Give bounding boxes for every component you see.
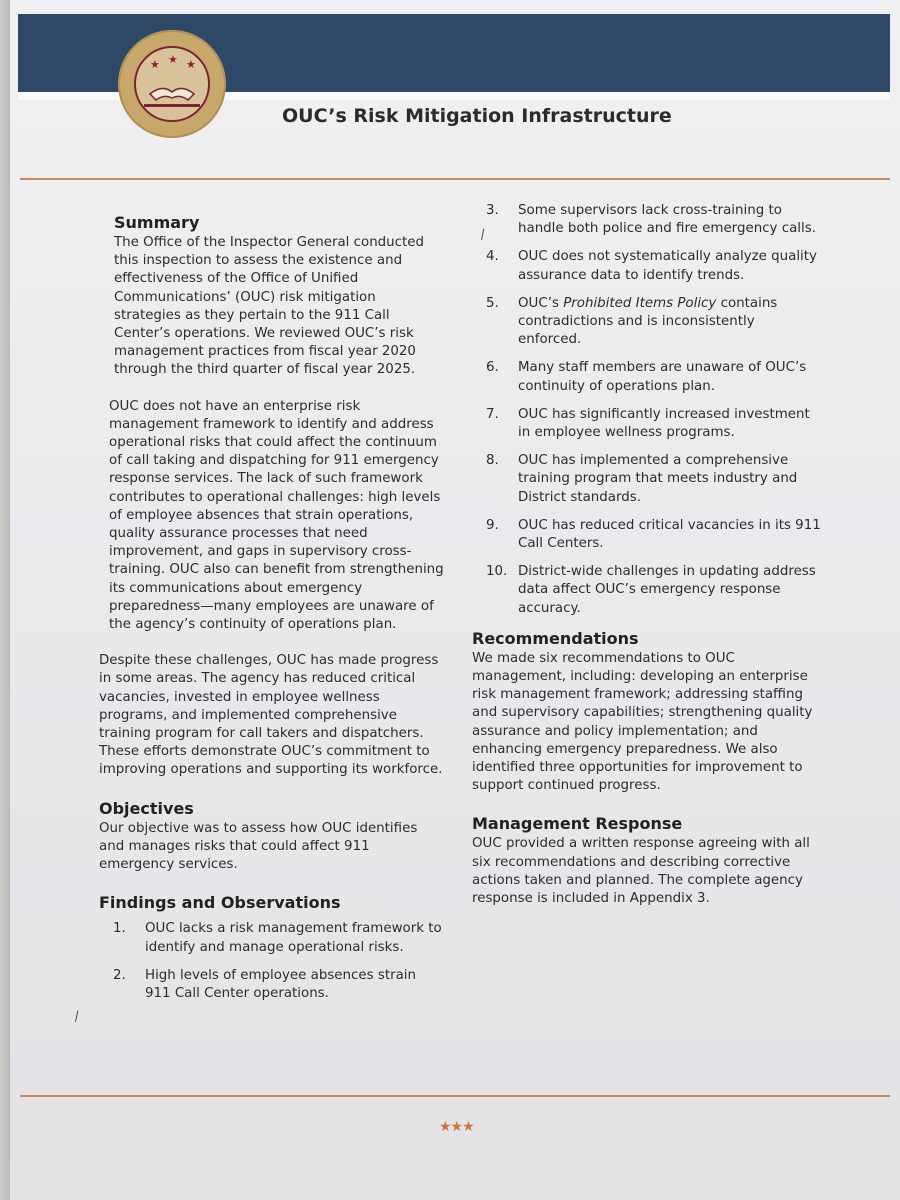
finding-item xyxy=(472,359,822,395)
header-divider xyxy=(20,178,890,180)
finding-number: 7. xyxy=(486,406,499,422)
pen-mark: ⁄ xyxy=(479,228,487,243)
finding-item xyxy=(99,920,444,956)
finding-item xyxy=(472,452,822,507)
seal-star-icon: ★ xyxy=(150,58,160,71)
summary-paragraph: The Office of the Inspector General conducted this inspection to assess the existence and effectiveness of the Office of Unified Communications’ (OUC) risk mitigation strategies as they pertain to the 911 Call Center’s operations. We reviewed OUC’s risk management practices from fiscal year 2020 through the third quarter of fiscal year 2025. xyxy=(114,235,425,378)
finding-item xyxy=(472,406,822,442)
oig-seal-logo xyxy=(118,30,226,138)
seal-star-icon: ★ xyxy=(168,53,178,66)
findings-heading: Findings and Observations xyxy=(99,893,341,913)
recommendations-heading: Recommendations xyxy=(472,628,639,648)
page-title: OUC’s Risk Mitigation Infrastructure xyxy=(282,105,672,127)
finding-number: 4. xyxy=(486,249,499,265)
finding-text-part: contains contradictions and is inconsistently enforced. xyxy=(518,295,778,348)
finding-text: OUC has implemented a comprehensive training program that meets industry and District standards. xyxy=(518,453,798,505)
summary-heading: Summary xyxy=(114,213,200,232)
finding-text-part: OUC’s xyxy=(518,295,564,311)
finding-text: Many staff members are unaware of OUC’s continuity of operations plan. xyxy=(518,360,807,394)
finding-number: 1. xyxy=(113,921,126,937)
finding-number: 10. xyxy=(486,564,508,580)
finding-text xyxy=(518,295,822,350)
footer-stars-icon: ★★★ xyxy=(439,1119,474,1135)
findings-list-continued xyxy=(472,202,822,618)
management-response-heading: Management Response xyxy=(472,814,683,834)
objectives-text: Our objective was to assess how OUC identifies and manages risks that could affect 911 emergency services. xyxy=(99,820,418,873)
summary-paragraph: Despite these challenges, OUC has made progress in some areas. The agency has reduced critical vacancies, invested in employee wellness programs, and implemented comprehensive training program for call takers and dispatchers. These efforts demonstrate OUC’s commitment to improving operations and supporting its workforce. xyxy=(99,653,443,778)
finding-text: Some supervisors lack cross-training to handle both police and fire emergency calls. xyxy=(518,203,816,237)
finding-item xyxy=(99,967,444,1003)
finding-item xyxy=(472,517,822,553)
findings-list xyxy=(99,920,444,1003)
finding-number: 9. xyxy=(486,517,499,533)
finding-number: 8. xyxy=(486,453,499,469)
finding-number: 3. xyxy=(486,203,499,218)
finding-item xyxy=(472,202,822,238)
finding-text: OUC has reduced critical vacancies in its 911 Call Centers. xyxy=(518,517,821,552)
finding-text: District-wide challenges in updating address data affect OUC’s emergency response accuracy. xyxy=(518,564,816,616)
seal-handshake-icon xyxy=(136,74,208,114)
right-column xyxy=(472,202,822,908)
finding-text: OUC has significantly increased investment in employee wellness programs. xyxy=(518,406,810,441)
finding-number: 2. xyxy=(113,967,126,983)
footer-divider xyxy=(20,1095,890,1097)
finding-number: 6. xyxy=(486,360,499,376)
finding-number: 5. xyxy=(486,295,499,311)
pen-mark: ⁄ xyxy=(73,1010,81,1025)
recommendations-text: We made six recommendations to OUC management, including: developing an enterprise risk management framework; addressing staffing and supervisory capabilities; strengthening quality assurance and policy implementation; and enhancing emergency preparedness. We also identified three opportunities for improvement to support continued progress. xyxy=(472,650,813,794)
finding-item xyxy=(472,295,822,350)
finding-item xyxy=(472,248,822,284)
finding-text: High levels of employee absences strain 911 Call Center operations. xyxy=(145,967,417,1001)
left-column xyxy=(99,212,444,1013)
summary-paragraph: OUC does not have an enterprise risk management framework to identify and address operational risks that could affect the continuum of call taking and dispatching for 911 emergency response services. The lack of such framework contributes to operational challenges: high levels of employee absences that strain operations, quality assurance processes that need improvement, and gaps in supervisory cross-training. OUC also can benefit from strengthening its communications about emergency preparedness—many employees are unaware of the agency’s continuity of operations plan. xyxy=(109,398,444,633)
seal-center xyxy=(134,46,210,122)
finding-item xyxy=(472,563,822,618)
objectives-heading: Objectives xyxy=(99,798,194,818)
finding-text: OUC lacks a risk management framework to identify and manage operational risks. xyxy=(145,921,442,955)
management-response-text: OUC provided a written response agreeing with all six recommendations and describing corrective actions taken and planned. The complete agency response is included in Appendix 3. xyxy=(472,836,810,907)
finding-text: OUC does not systematically analyze quality assurance data to identify trends. xyxy=(518,249,817,283)
seal-star-icon: ★ xyxy=(186,58,196,71)
policy-name: Prohibited Items Policy xyxy=(563,295,717,311)
